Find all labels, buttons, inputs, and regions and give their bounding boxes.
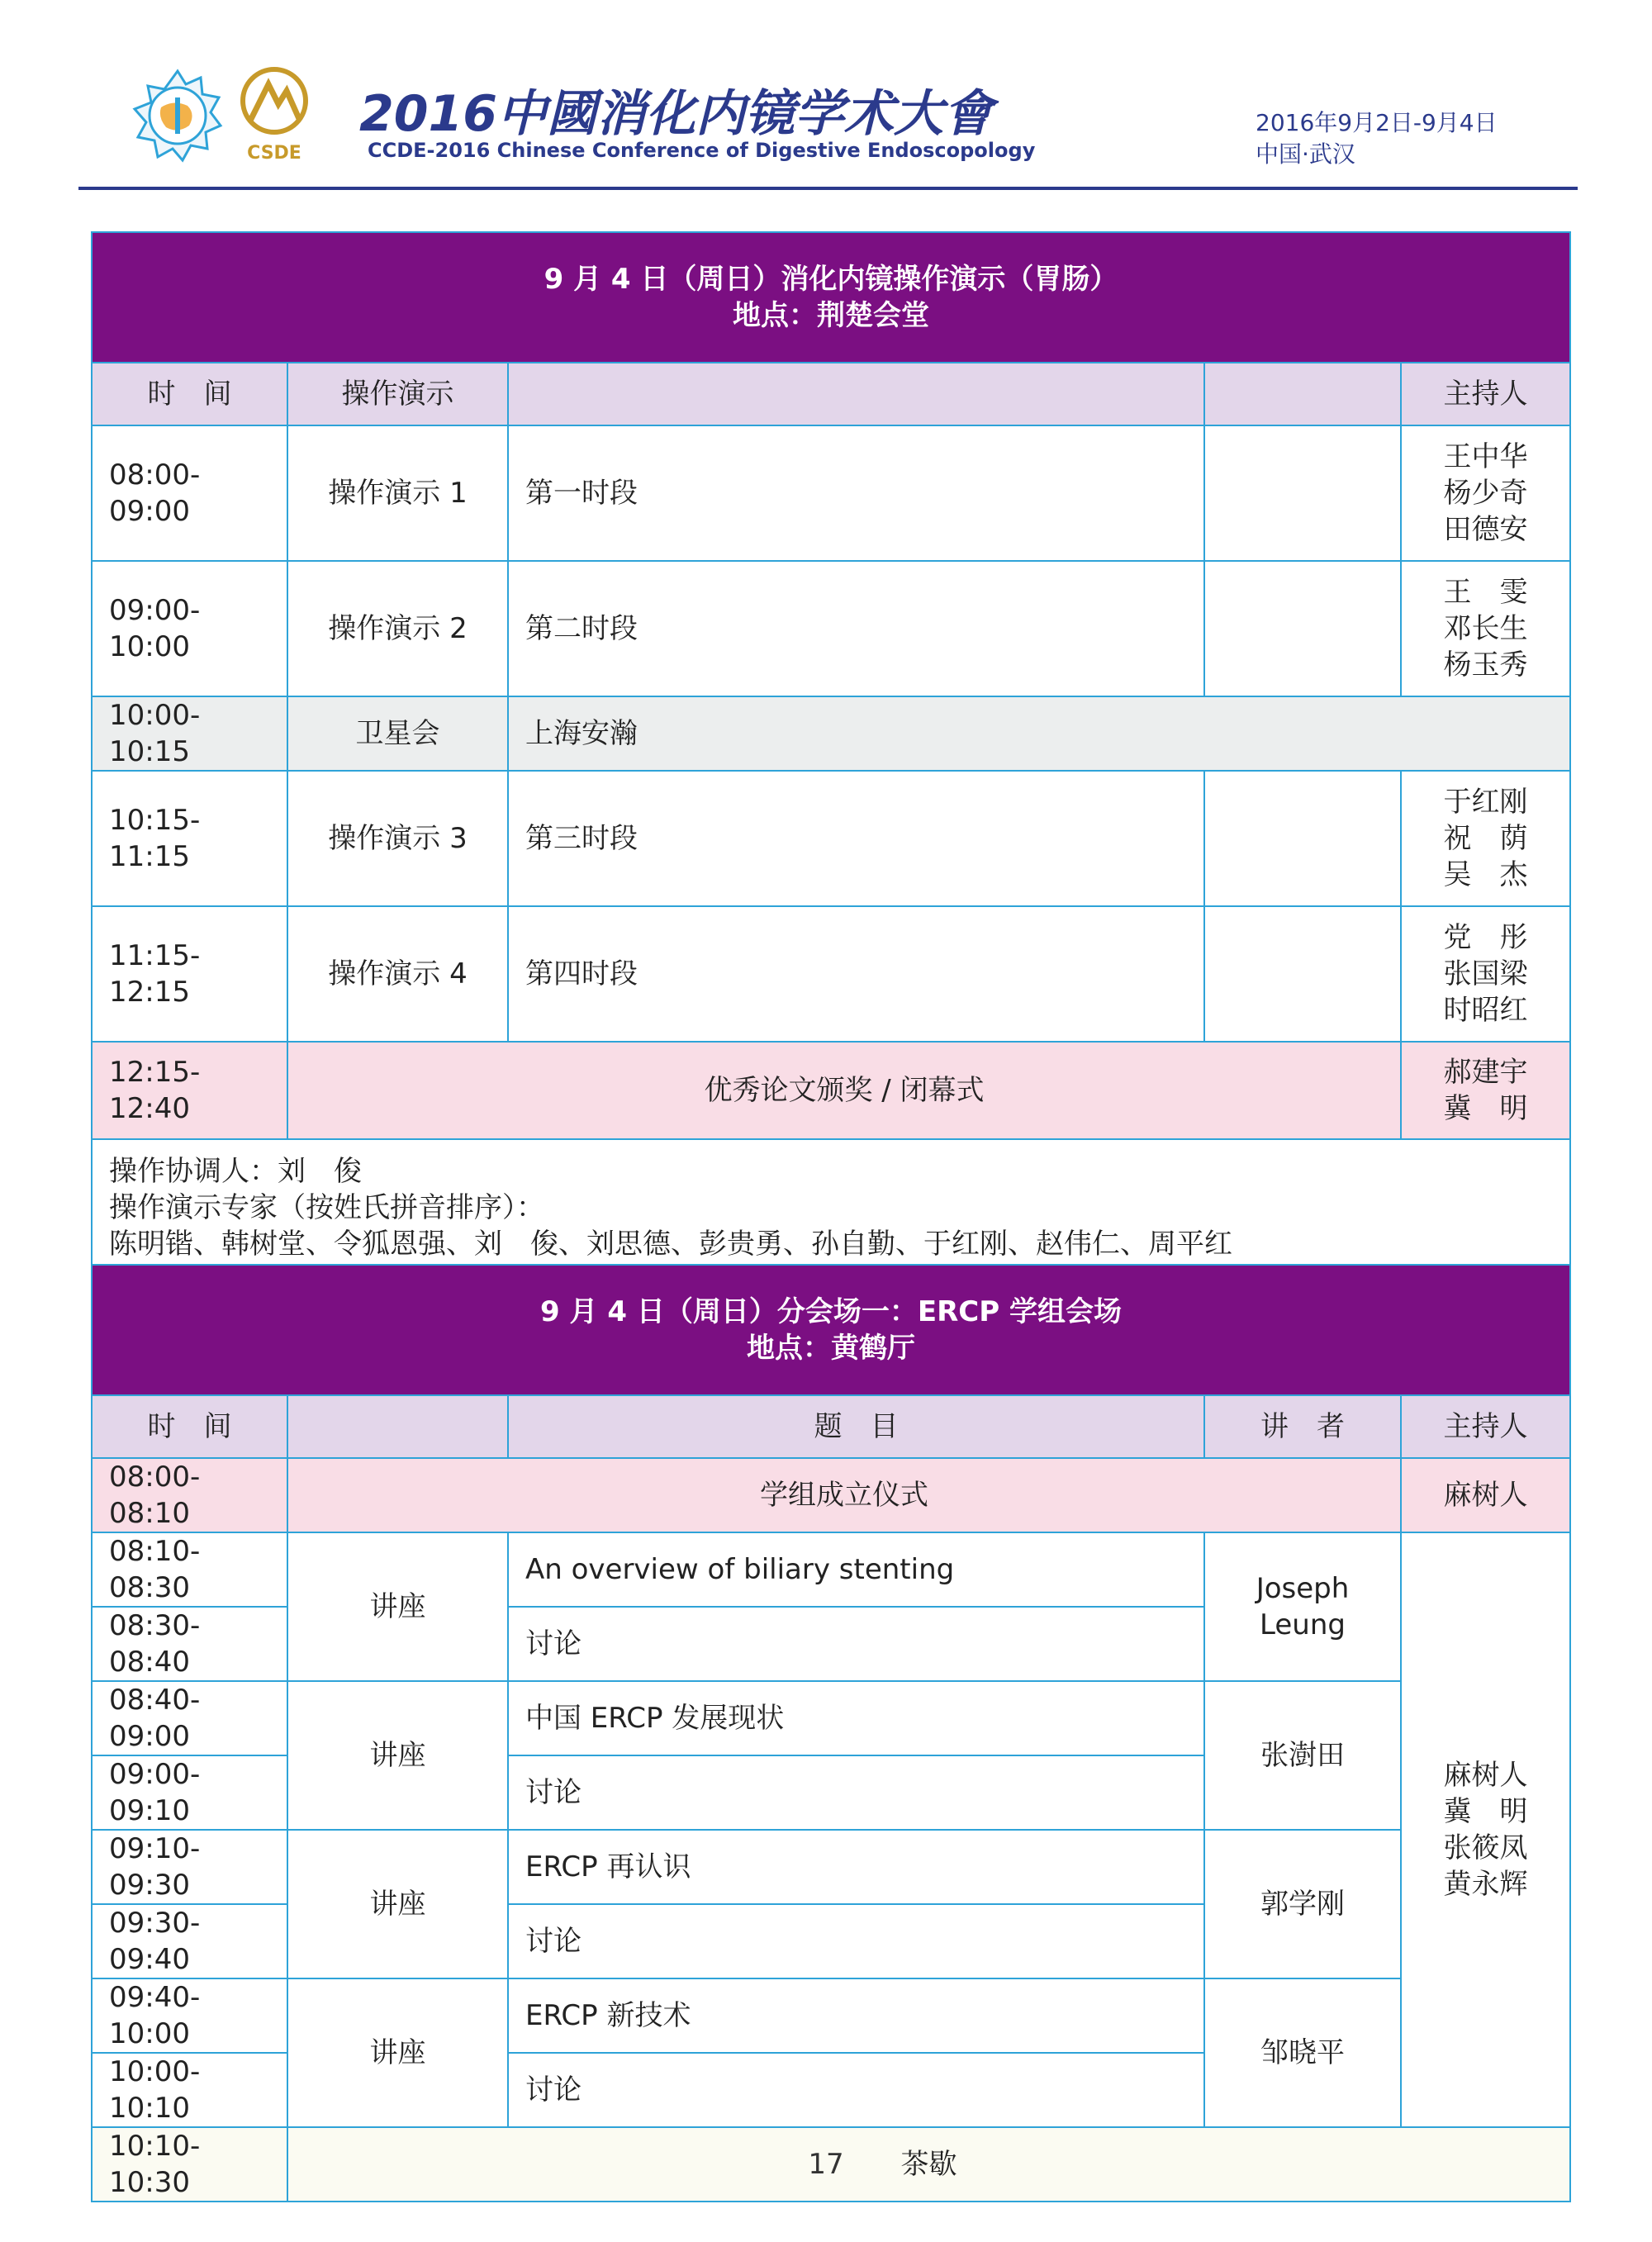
host-name: 杨玉秀: [1443, 648, 1528, 682]
conference-title: 2016中國消化内镜学术大會: [359, 85, 993, 143]
row-topic: 中国 ERCP 发展现状: [508, 1681, 1204, 1755]
conference-location: 中国·武汉: [1256, 140, 1355, 168]
host-name: 冀 明: [1443, 1092, 1528, 1125]
col-type: 操作演示: [287, 363, 508, 425]
row-speaker: 张澍田: [1204, 1681, 1401, 1830]
section1-banner: [92, 232, 1570, 363]
table-row: [92, 425, 1570, 561]
row-time: 08:40-09:00: [92, 1681, 287, 1755]
col-host: 主持人: [1401, 1395, 1570, 1458]
row-type: 讲座: [287, 1532, 508, 1681]
row-time: 08:00-08:10: [92, 1458, 287, 1532]
table-row: [92, 561, 1570, 696]
section1-venue: 地点：荆楚会堂: [733, 299, 930, 332]
row-type: 操作演示 2: [287, 561, 508, 696]
note-coordinator: 操作协调人：刘 俊: [109, 1154, 362, 1188]
row-time: 09:00-10:00: [92, 561, 287, 696]
section2-banner: [92, 1265, 1570, 1395]
row-speaker: [1204, 771, 1401, 906]
row-time: 08:30-08:40: [92, 1607, 287, 1681]
host-name: 田德安: [1443, 513, 1528, 546]
table-row-closing: [92, 1042, 1570, 1139]
row-topic: An overview of biliary stenting: [508, 1532, 1204, 1607]
row-host: [1401, 561, 1570, 696]
row-time: 12:15-12:40: [92, 1042, 287, 1139]
section1-notes: [92, 1139, 1570, 1275]
section2-title: 9 月 4 日（周日）分会场一：ERCP 学组会场: [540, 1295, 1122, 1328]
csde-logo: [235, 66, 314, 165]
row-host: [1401, 771, 1570, 906]
row-time: 10:00-10:10: [92, 2053, 287, 2127]
row-host: 麻树人: [1401, 1458, 1570, 1532]
row-topic: 第二时段: [508, 561, 1204, 696]
row-host: [1401, 425, 1570, 561]
host-name: 张国梁: [1443, 957, 1528, 990]
col-speaker: [1204, 363, 1401, 425]
row-time: 11:15-12:15: [92, 906, 287, 1042]
row-type: 讲座: [287, 1978, 508, 2127]
note-experts-list: 陈明锴、韩树堂、令狐恩强、刘 俊、刘思德、彭贵勇、孙自勤、于红刚、赵伟仁、周平红: [109, 1227, 1232, 1261]
row-time: 10:10-10:30: [92, 2127, 287, 2202]
host-name: 麻树人: [1443, 1759, 1528, 1792]
table-row: [92, 906, 1570, 1042]
host-name: 冀 明: [1443, 1795, 1528, 1828]
section2-column-header: [92, 1395, 1570, 1458]
host-name: 张筱凤: [1443, 1831, 1528, 1864]
row-topic: 讨论: [508, 2053, 1204, 2127]
host-name: 杨少奇: [1443, 477, 1528, 510]
row-topic: 第四时段: [508, 906, 1204, 1042]
conference-subtitle: CCDE-2016 Chinese Conference of Digestive Endoscopology: [368, 139, 1036, 162]
row-topic: 讨论: [508, 1755, 1204, 1830]
table-row: [92, 771, 1570, 906]
row-time: 09:10-09:30: [92, 1830, 287, 1904]
section1-title: 9 月 4 日（周日）消化内镜操作演示（胃肠）: [544, 263, 1118, 296]
row-topic: ERCP 再认识: [508, 1830, 1204, 1904]
row-topic: 第三时段: [508, 771, 1204, 906]
row-host: [1401, 1532, 1570, 2127]
row-speaker: [1204, 561, 1401, 696]
table-row-opening: [92, 1458, 1570, 1532]
col-topic: 题 目: [508, 1395, 1204, 1458]
table-row: [92, 1830, 1570, 1904]
col-host: 主持人: [1401, 363, 1570, 425]
header-divider: [78, 187, 1578, 190]
host-name: 时昭红: [1443, 994, 1528, 1027]
row-topic: 第一时段: [508, 425, 1204, 561]
row-host: [1401, 1042, 1570, 1139]
page-header: [78, 50, 1578, 190]
host-name: 黄永辉: [1443, 1868, 1528, 1901]
row-topic: ERCP 新技术: [508, 1978, 1204, 2053]
row-speaker: [1204, 906, 1401, 1042]
col-topic: [508, 363, 1204, 425]
row-time: 09:40-10:00: [92, 1978, 287, 2053]
col-time: 时 间: [92, 1395, 287, 1458]
page-number: 17: [808, 2148, 844, 2181]
section1-column-header: [92, 363, 1570, 425]
host-name: 祝 荫: [1443, 822, 1528, 855]
row-time: 08:00-09:00: [92, 425, 287, 561]
row-time: 09:00-09:10: [92, 1755, 287, 1830]
row-topic: 优秀论文颁奖 / 闭幕式: [287, 1042, 1401, 1139]
table-row: [92, 1978, 1570, 2053]
section2-venue: 地点：黄鹤厅: [747, 1332, 915, 1365]
row-speaker: Joseph Leung: [1204, 1532, 1401, 1681]
host-name: 党 彤: [1443, 921, 1528, 954]
row-time: 09:30-09:40: [92, 1904, 287, 1978]
table-row: [92, 1681, 1570, 1755]
col-type: [287, 1395, 508, 1458]
csde-logo-text: CSDE: [247, 143, 301, 164]
chinese-medical-association-logo: [128, 66, 227, 165]
row-topic: 上海安瀚: [508, 696, 1570, 771]
row-topic: 茶歇: [287, 2127, 1570, 2202]
row-host: [1401, 906, 1570, 1042]
row-time: 08:10-08:30: [92, 1532, 287, 1607]
row-type: 讲座: [287, 1681, 508, 1830]
row-type: 操作演示 3: [287, 771, 508, 906]
row-type: 卫星会: [287, 696, 508, 771]
host-name: 吴 杰: [1443, 858, 1528, 891]
col-time: 时 间: [92, 363, 287, 425]
row-speaker: 邹晓平: [1204, 1978, 1401, 2127]
col-speaker: 讲 者: [1204, 1395, 1401, 1458]
row-time: 10:00-10:15: [92, 696, 287, 771]
host-name: 王中华: [1443, 440, 1528, 473]
table-row-satellite: [92, 696, 1570, 771]
row-time: 10:15-11:15: [92, 771, 287, 906]
host-name: 于红刚: [1443, 786, 1528, 819]
row-speaker: [1204, 425, 1401, 561]
host-name: 郝建宇: [1443, 1056, 1528, 1089]
host-name: 王 雯: [1443, 576, 1528, 609]
row-type: 操作演示 4: [287, 906, 508, 1042]
row-topic: 讨论: [508, 1904, 1204, 1978]
row-type: 讲座: [287, 1830, 508, 1978]
schedule-table-ercp: [91, 1264, 1571, 2202]
row-type: 操作演示 1: [287, 425, 508, 561]
host-name: 邓长生: [1443, 612, 1528, 645]
row-topic: 讨论: [508, 1607, 1204, 1681]
schedule-table-endoscopy-demo: [91, 231, 1571, 1276]
conference-date-location: [1256, 107, 1498, 170]
table-row: [92, 1532, 1570, 1607]
row-speaker: 郭学刚: [1204, 1830, 1401, 1978]
row-topic: 学组成立仪式: [287, 1458, 1401, 1532]
conference-date: 2016年9月2日-9月4日: [1256, 109, 1498, 136]
note-experts-label: 操作演示专家（按姓氏拼音排序）：: [109, 1190, 544, 1224]
